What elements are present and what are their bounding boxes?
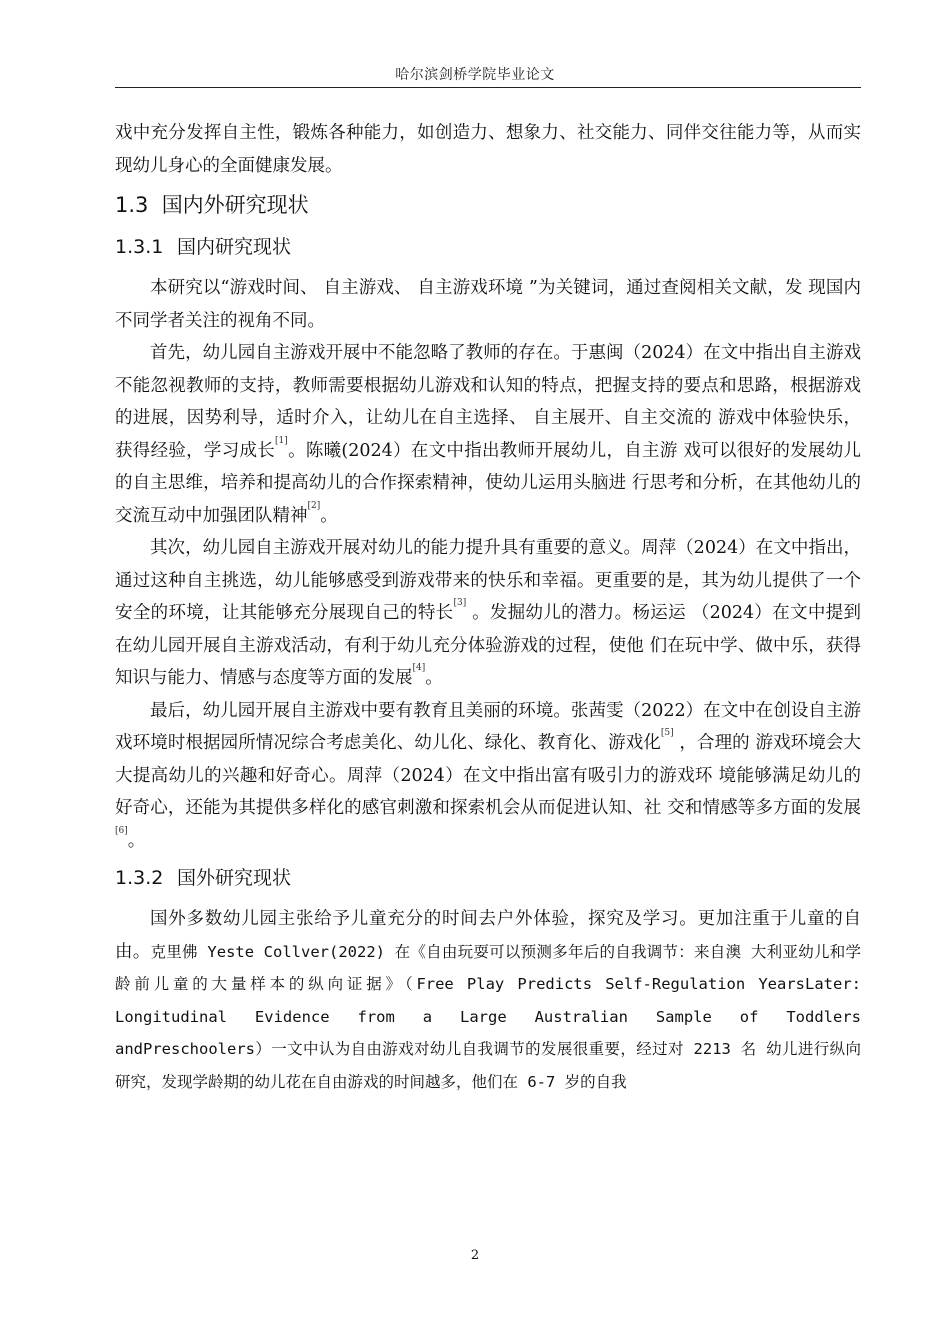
domestic-paragraph-3 [115, 532, 861, 695]
paragraph-text: 。 [425, 668, 443, 688]
paragraph-text: 国外多数幼儿园主张给予儿童充分的时间去户外体验，探究及学习。更加注重于儿童的自由。 [115, 909, 861, 962]
subsection-title: 国外研究现状 [177, 867, 292, 889]
citation-ref: [2] [307, 500, 321, 511]
section-number: 1.3 [115, 193, 149, 217]
citation-ref: [6] [115, 825, 128, 836]
subsection-title: 国内研究现状 [177, 236, 292, 258]
section-heading-1-3-1 [115, 230, 861, 264]
subsection-number: 1.3.2 [115, 867, 164, 889]
section-heading-1-3-2 [115, 861, 861, 895]
foreign-paragraph [115, 903, 861, 1098]
paragraph-text: 。 [320, 505, 338, 526]
citation-ref: [4] [412, 663, 426, 673]
paragraph-text: 首先，幼儿园自主游戏开展中不能忽略了教师的存在。于惠闽（2024）在文中指出自主游戏不能忽视教师的支持，教师需要根据幼儿游戏和认知的特点，把握支持的要点和思路，根据游戏的进展，因势利导，适时介入，让幼儿在自主选择、 自主展开、自主交流的 游戏中体验快乐，获得经验，学习成长 [115, 343, 861, 461]
citation-ref: [3] [453, 598, 467, 608]
paragraph-text: ，合理的 游戏环境会大大提高幼儿的兴趣和好奇心。周萍（2024）在文中指出富有吸引力的游戏环 境能够满足幼儿的好奇心，还能为其提供多样化的感官刺激和探索机会从而促进认知、社 交和情感等多方面的发展 [115, 733, 862, 818]
page-number: 2 [470, 1248, 480, 1263]
paragraph-text: 。陈曦(2024）在文中指出教师开展幼儿，自主游 戏可以很好的发展幼儿的自主思维，培养和提高幼儿的合作探索精神，使幼儿运用头脑进 行思考和分析，在其他幼儿的交流互动中加强团队精神 [115, 440, 861, 526]
paragraph-text: 最后，幼儿园开展自主游戏中要有教育且美丽的环境。张茜雯（2022）在文中在创设自主游戏环境时根据园所情况综合考虑美化、幼儿化、绿化、教育化、游戏化 [115, 700, 861, 753]
intro-paragraph: 戏中充分发挥自主性，锻炼各种能力，如创造力、想象力、社交能力、同伴交往能力等，从而实现幼儿身心的全面健康发展。 [115, 123, 861, 176]
citation-ref: [1] [275, 435, 288, 446]
citation-ref: [5] [660, 728, 674, 738]
section-heading-1-3 [115, 188, 861, 222]
paragraph-text-mono: 克里佛 Yeste Collver(2022) 在《自由玩耍可以预测多年后的自我调节：来自澳 大利亚幼儿和学龄前儿童的大量样本的纵向证据》（Free Play Predicts Self-Regulation YearsLater: Longitudinal Evidence from a Large Australian Sample of Toddlers andPreschoolers）一文中认为自由游戏对幼儿自我调节的发展很重要，经过对 2213 名 幼儿进行纵向研究，发现学龄期的幼儿花在自由游戏的时间越多，他们在 6-7 岁的自我 [115, 942, 861, 1091]
paragraph-text: 。 [127, 830, 146, 851]
paragraph-text: 其次，幼儿园自主游戏开展对幼儿的能力提升具有重要的意义。周萍（2024）在文中指出，通过这种自主挑选，幼儿能够感受到游戏带来的快乐和幸福。更重要的是，其为幼儿提供了一个安全的环境，让其能够充分展现自己的特长 [115, 538, 861, 623]
domestic-paragraph-2 [115, 337, 861, 532]
domestic-paragraph-1: 本研究以“游戏时间、 自主游戏、 自主游戏环境 ”为关键词，通过查阅相关文献，发 现国内不同学者关注的视角不同。 [115, 278, 861, 331]
paragraph-text: 。发掘幼儿的潜力。杨运运 （2024）在文中提到在幼儿园开展自主游戏活动，有利于幼儿充分体验游戏的过程，使他 们在玩中学、做中乐，获得知识与能力、情感与态度等方面的发展 [115, 603, 861, 688]
section-title: 国内外研究现状 [161, 193, 309, 217]
running-header: 哈尔滨剑桥学院毕业论文 [395, 67, 555, 83]
header-divider [115, 87, 861, 88]
page-body [115, 117, 861, 1098]
subsection-number: 1.3.1 [115, 236, 164, 258]
domestic-paragraph-4 [115, 695, 861, 858]
